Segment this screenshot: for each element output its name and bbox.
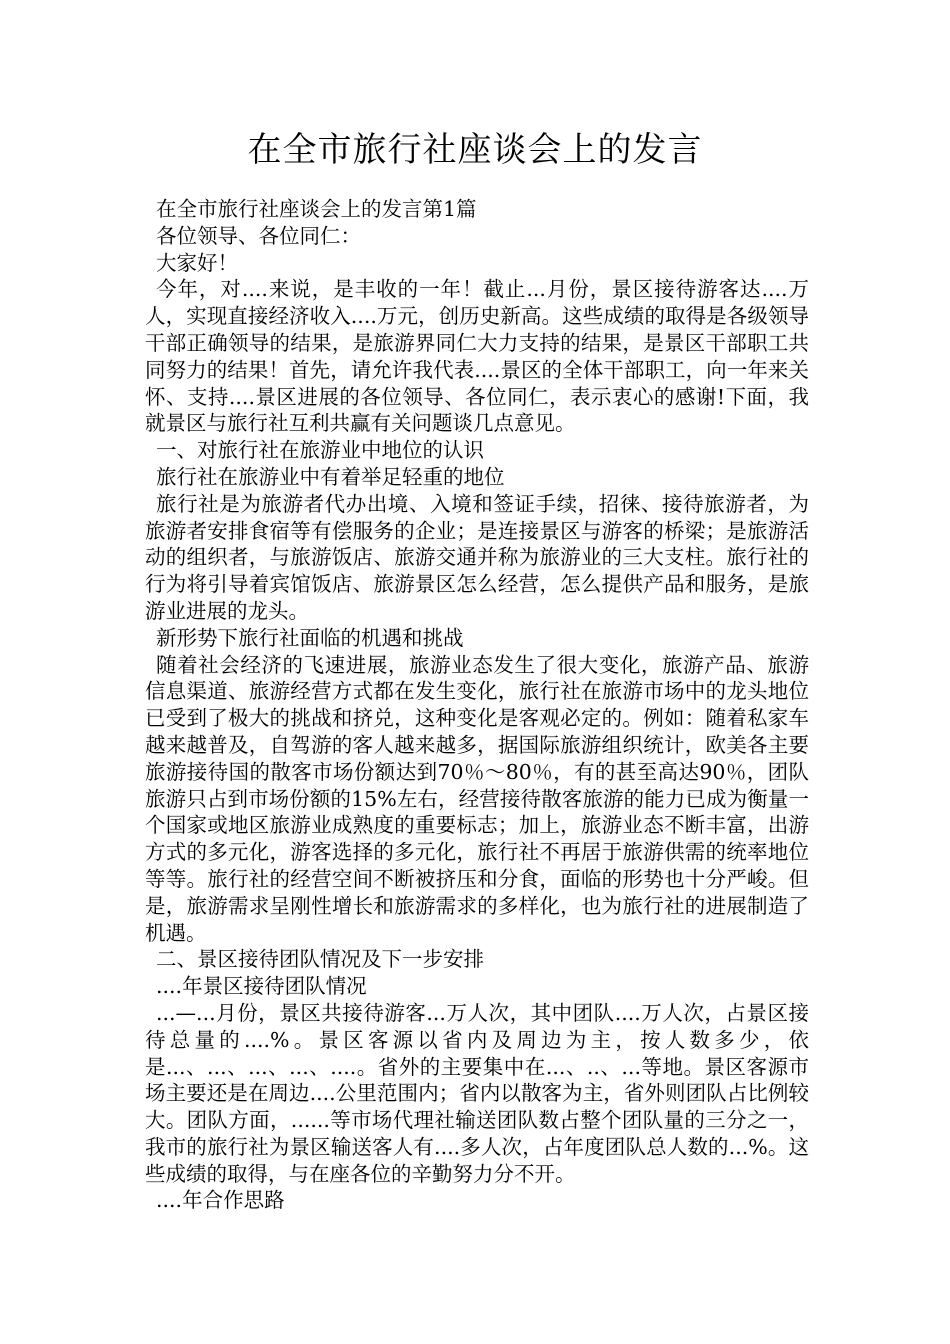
- body-paragraph: 旅行社是为旅游者代办出境、入境和签证手续，招徕、接待旅游者，为旅游者安排食宿等有偿服务的企业；是连接景区与游客的桥梁；是旅游活动的组织者，与旅游饭店、旅游交通并称为旅游业的三大支柱。旅行社的行为将引导着宾馆饭店、旅游景区怎么经营，怎么提供产品和服务，是旅游业进展的龙头。: [145, 491, 809, 623]
- subsection-heading: 新形势下旅行社面临的机遇和挑战: [156, 625, 464, 650]
- subsection-heading: ....年景区接待团队情况: [156, 974, 367, 999]
- body-paragraph: 随着社会经济的飞速进展，旅游业态发生了很大变化，旅游产品、旅游信息渠道、旅游经营方式都在发生变化，旅行社在旅游市场中的龙头地位已受到了极大的挑战和挤兑，这种变化是客观必定的。例如：随着私家车越来越普及，自驾游的客人越来越多，据国际旅游组织统计，欧美各主要旅游接待国的散客市场份额达到70％～80％，有的甚至高达90％，团队旅游只占到市场份额的15%左右，经营接待散客旅游的能力已成为衡量一个国家或地区旅游业成熟度的重要标志；加上，旅游业态不断丰富，出游方式的多元化，游客选择的多元化，旅行社不再居于旅游供需的统率地位等等。旅行社的经营空间不断被挤压和分食，面临的形势也十分严峻。但是，旅游需求呈刚性增长和旅游需求的多样化，也为旅行社的进展制造了机遇。: [145, 652, 809, 945]
- greeting-paragraph: 大家好！: [156, 250, 238, 275]
- body-paragraph: 今年，对....来说，是丰收的一年！截止...月份，景区接待游客达....万人，实现直接经济收入....万元，创历史新高。这些成绩的取得是各级领导干部正确领导的结果，是旅游界同仁大力支持的结果，是景区干部职工共同努力的结果！首先，请允许我代表....景区的全体干部职工，向一年来关怀、支持....景区进展的各位领导、各位同仁，表示衷心的感谢!下面，我就景区与旅行社互利共赢有关问题谈几点意见。: [145, 277, 809, 436]
- document-body: [145, 196, 809, 1214]
- subsection-heading: 旅行社在旅游业中有着举足轻重的地位: [156, 464, 505, 489]
- section-heading: 二、景区接待团队情况及下一步安排: [156, 947, 484, 972]
- subtitle-paragraph: 在全市旅行社座谈会上的发言第1篇: [156, 197, 477, 221]
- salutation-paragraph: 各位领导、各位同仁：: [156, 223, 361, 248]
- document-title: 在全市旅行社座谈会上的发言: [247, 130, 703, 170]
- body-paragraph: ...—...月份，景区共接待游客...万人次，其中团队....万人次，占景区接待总量的....%。景区客源以省内及周边为主，按人数多少，依是...、...、...、...、....。省外的主要集中在...、..、...等地。景区客源市场主要还是在周边....公里范围内；省内以散客为主，省外则团队占比例较大。团队方面，......等市场代理社输送团队数占整个团队量的三分之一，我市的旅行社为景区输送客人有....多人次，占年度团队总人数的...%。这些成绩的取得，与在座各位的辛勤努力分不开。: [145, 1000, 809, 1186]
- subsection-heading: ....年合作思路: [156, 1188, 285, 1213]
- section-heading: 一、对旅行社在旅游业中地位的认识: [156, 438, 484, 463]
